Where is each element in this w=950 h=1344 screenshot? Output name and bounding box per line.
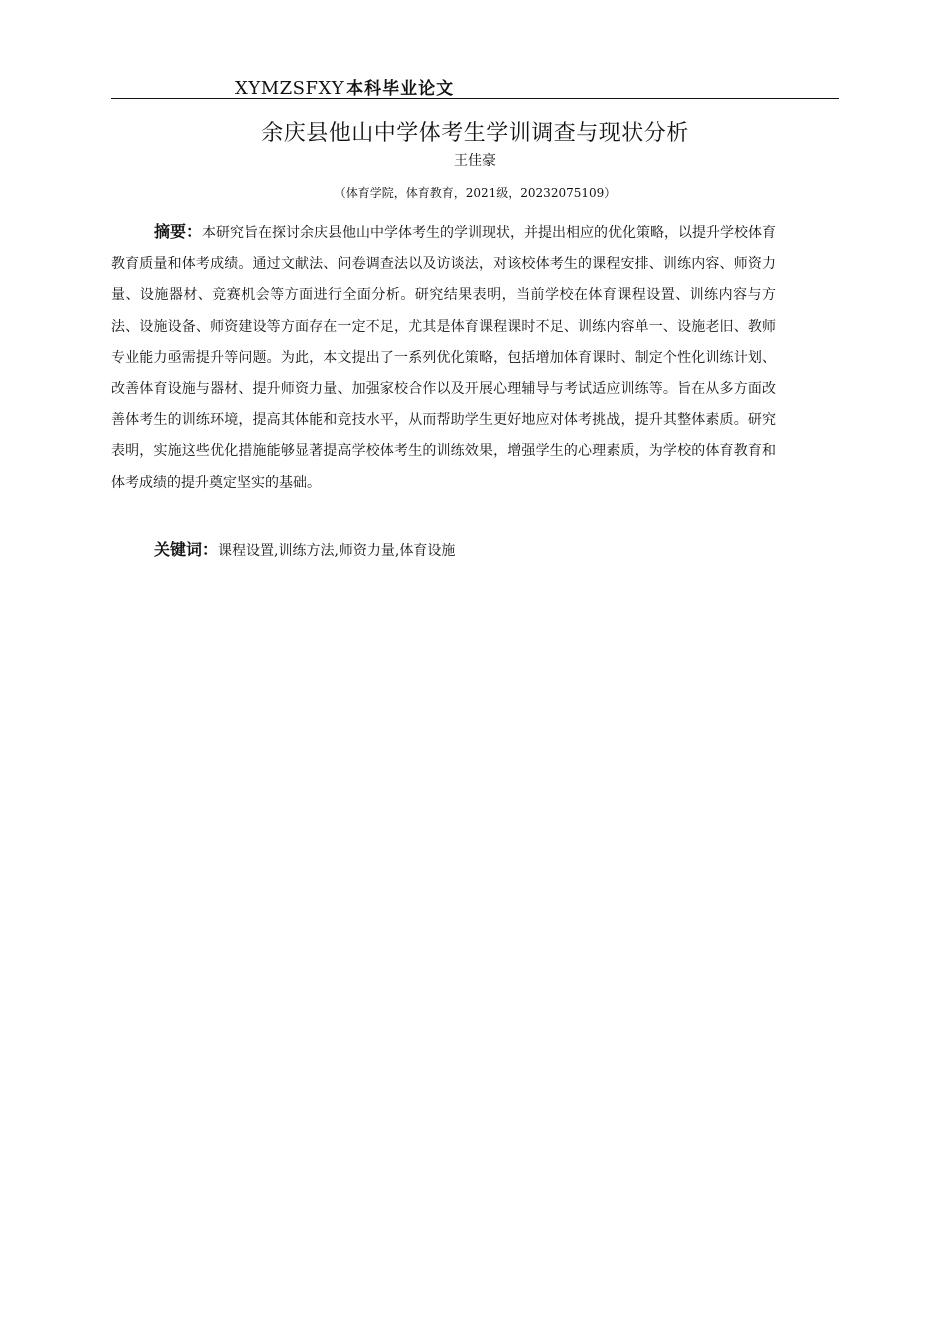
- author-name: 王佳豪: [454, 153, 496, 169]
- header-label: 本科毕业论文: [346, 79, 455, 99]
- keywords-label: 关键词：: [154, 540, 219, 559]
- author-affiliation: （体育学院，体育教育，2021级，20232075109）: [333, 186, 617, 200]
- keywords-text: 课程设置,训练方法,师资力量,体育设施: [218, 543, 456, 559]
- abstract-paragraph: [111, 216, 776, 499]
- abstract-label: 摘要：: [154, 222, 203, 241]
- header-code: XYMZSFXY: [235, 78, 345, 99]
- keywords-line: [154, 538, 455, 563]
- abstract-text: 本研究旨在探讨余庆县他山中学体考生的学训现状，并提出相应的优化策略，以提升学校体育教育质量和体考成绩。通过文献法、问卷调查法以及访谈法，对该校体考生的课程安排、训练内容、师资力量、设施器材、竞赛机会等方面进行全面分析。研究结果表明，当前学校在体育课程设置、训练内容与方法、设施设备、师资建设等方面存在一定不足，尤其是体育课程课时不足、训练内容单一、设施老旧、教师专业能力亟需提升等问题。为此，本文提出了一系列优化策略，包括增加体育课时、制定个性化训练计划、改善体育设施与器材、提升师资力量、加强家校合作以及开展心理辅导与考试适应训练等。旨在从多方面改善体考生的训练环境，提高其体能和竞技水平，从而帮助学生更好地应对体考挑战，提升其整体素质。研究表明，实施这些优化措施能够显著提高学校体考生的训练效果，增强学生的心理素质，为学校的体育教育和体考成绩的提升奠定坚实的基础。: [111, 225, 777, 491]
- paper-title: 余庆县他山中学体考生学训调查与现状分析: [261, 121, 689, 146]
- header-divider: [111, 98, 839, 99]
- running-header: [235, 74, 454, 98]
